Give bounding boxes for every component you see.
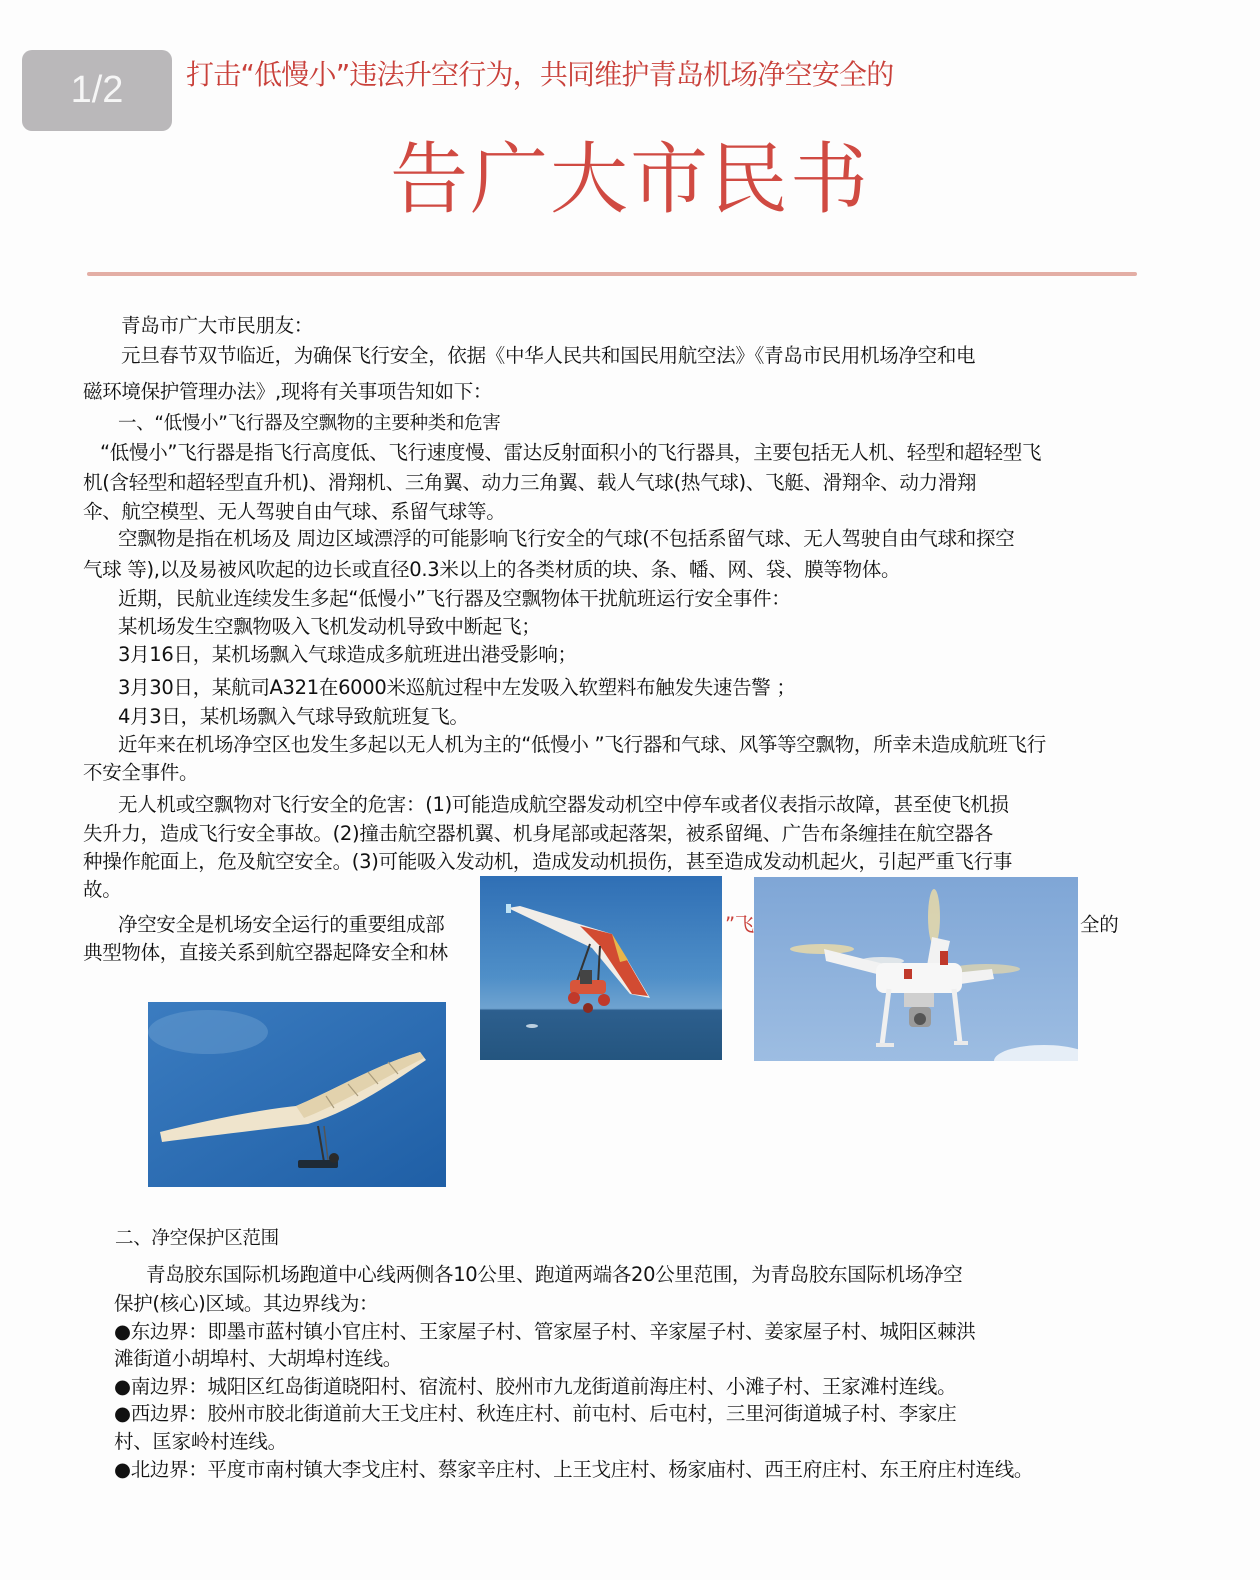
occluded-line-left: 典型物体，直接关系到航空器起降安全和林 [83, 941, 448, 964]
paragraph-line: 伞、航空模型、无人驾驶自由气球、系留气球等。 [83, 500, 506, 523]
paragraph-line: 3月16日，某机场飘入气球造成多航班进出港受影响； [118, 643, 577, 666]
occluded-line-right: 全的 [1080, 913, 1119, 936]
paragraph-line: 故。 [83, 878, 122, 901]
boundary-west: ●西边界：胶州市胶北街道前大王戈庄村、秋连庄村、前屯村、后屯村，三里河街道城子村、李家庄 [114, 1402, 957, 1425]
photo-hang-glider [148, 1002, 446, 1187]
photo-powered-hang-glider [480, 876, 722, 1060]
paragraph-line: 不安全事件。 [83, 761, 199, 784]
paragraph-line: 空飘物是指在机场及 周边区域漂浮的可能影响飞行安全的气球(不包括系留气球、无人驾驶自由气球和探空 [118, 527, 1015, 550]
occluded-line-left: 净空安全是机场安全运行的重要组成部 [118, 913, 445, 936]
paragraph-line: 机(含轻型和超轻型直升机)、滑翔机、三角翼、动力三角翼、载人气球(热气球)、飞艇、滑翔伞、动力滑翔 [83, 471, 977, 494]
greeting: 青岛市广大市民朋友： [121, 314, 314, 337]
paragraph-line: 某机场发生空飘物吸入飞机发动机导致中断起飞； [118, 615, 541, 638]
boundary-east: ●东边界：即墨市蓝村镇小官庄村、王家屋子村、管家屋子村、辛家屋子村、姜家屋子村、城阳区棘洪 [114, 1320, 976, 1343]
paragraph-line: 3月30日，某航司A321在6000米巡航过程中左发吸入软塑料布触发失速告警 ； [118, 676, 796, 699]
paragraph-line: 4月3日，某机场飘入气球导致航班复飞。 [118, 705, 469, 728]
paragraph-line: 气球 等),以及易被风吹起的边长或直径0.3米以上的各类材质的块、条、幡、网、袋、膜等物体。 [83, 558, 901, 581]
paragraph-line: 保护(核心)区域。其边界线为： [114, 1292, 379, 1315]
document-title: 告广大市民书 [389, 135, 870, 225]
intro-line: 元旦春节双节临近，为确保飞行安全，依据《中华人民共和国民用航空法》《青岛市民用机场净空和电 [121, 344, 976, 367]
paragraph-line: 近期，民航业连续发生多起“低慢小”飞行器及空飘物体干扰航班运行安全事件： [118, 587, 791, 610]
paragraph-line: 种操作舵面上，危及航空安全。(3)可能吸入发动机，造成发动机损伤，甚至造成发动机起火，引起严重飞行事 [83, 850, 1013, 873]
page-indicator-text: 1/2 [70, 69, 124, 111]
page-indicator-badge [22, 50, 172, 131]
section-2-heading: 二、净空保护区范围 [115, 1228, 279, 1249]
photo-quadcopter-drone [754, 877, 1078, 1061]
paragraph-line: 失升力，造成飞行安全事故。(2)撞击航空器机翼、机身尾部或起落架，被系留绳、广告布条缠挂在航空器各 [83, 822, 993, 845]
paragraph-line: 近年来在机场净空区也发生多起以无人机为主的“低慢小 ”飞行器和气球、风筝等空飘物，所幸未造成航班飞行 [118, 733, 1046, 756]
section-1-heading: 一、“低慢小”飞行器及空飘物的主要种类和危害 [118, 413, 501, 434]
paragraph-line: 无人机或空飘物对飞行安全的危害：(1)可能造成航空器发动机空中停车或者仪表指示故障，甚至使飞机损 [118, 793, 1009, 816]
title-divider [87, 272, 1137, 276]
paragraph-line: “低慢小”飞行器是指飞行高度低、飞行速度慢、雷达反射面积小的飞行器具，主要包括无人机、轻型和超轻型飞 [100, 441, 1042, 464]
boundary-west-cont: 村、匡家岭村连线。 [114, 1430, 287, 1453]
paragraph-line: 青岛胶东国际机场跑道中心线两侧各10公里、跑道两端各20公里范围，为青岛胶东国际机场净空 [146, 1263, 963, 1286]
occluded-line-mid: ”飞 [725, 913, 755, 936]
document-subtitle: 打击“低慢小”违法升空行为，共同维护青岛机场净空安全的 [186, 58, 894, 91]
boundary-south: ●南边界：城阳区红岛街道晓阳村、宿流村、胶州市九龙街道前海庄村、小滩子村、王家滩村连线。 [114, 1375, 957, 1398]
intro-line: 磁环境保护管理办法》,现将有关事项告知如下： [83, 380, 493, 403]
boundary-north: ●北边界：平度市南村镇大李戈庄村、蔡家辛庄村、上王戈庄村、杨家庙村、西王府庄村、东王府庄村连线。 [114, 1458, 1034, 1481]
boundary-east-cont: 滩街道小胡埠村、大胡埠村连线。 [114, 1347, 403, 1370]
